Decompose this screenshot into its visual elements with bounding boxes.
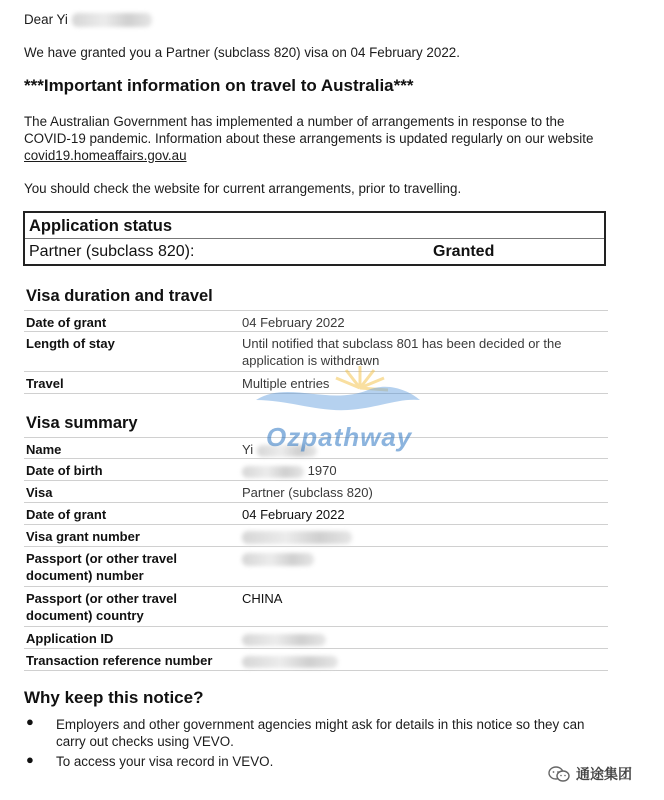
why-heading: Why keep this notice?	[24, 688, 204, 707]
watermark-text: Ozpathway	[266, 422, 413, 452]
redacted-passport-number	[242, 553, 314, 566]
status-title: Application status	[29, 217, 173, 235]
table-row: Visa grant number	[24, 525, 608, 547]
redacted-birth-date	[242, 466, 304, 478]
brand-text: 通途集团	[576, 766, 632, 782]
summary-table	[24, 437, 608, 671]
table-row: Length of stay Until notified that subclass 801 has been decided or the application is withdrawn	[24, 332, 608, 372]
application-status-box	[23, 211, 606, 266]
wave-icon	[256, 387, 420, 410]
summary-heading: Visa summary	[26, 414, 138, 432]
status-value: Granted	[433, 243, 495, 260]
bullet-icon: ●	[26, 752, 34, 767]
duration-heading: Visa duration and travel	[26, 287, 213, 305]
table-row: Date of grant 04 February 2022	[24, 503, 608, 525]
table-row: Application ID	[24, 627, 608, 649]
table-row: Travel Multiple entries	[24, 372, 608, 394]
status-divider	[25, 238, 604, 239]
table-row: Name Yi	[24, 437, 608, 459]
status-label: Partner (subclass 820):	[29, 243, 195, 260]
redacted-transaction-ref	[242, 656, 338, 668]
check-sentence: You should check the website for current arrangements, prior to travelling.	[24, 181, 462, 196]
redacted-surname	[72, 13, 152, 27]
why-bullet-1: Employers and other government agencies might ask for details in this notice so they can carry out checks using VEVO.	[56, 717, 585, 749]
travel-heading: ***Important information on travel to Australia***	[24, 76, 414, 95]
redacted-grant-number	[242, 531, 352, 544]
table-row: Transaction reference number	[24, 649, 608, 671]
bullet-icon: ●	[26, 714, 34, 729]
table-row: Visa Partner (subclass 820)	[24, 481, 608, 503]
granted-sentence: We have granted you a Partner (subclass 820) visa on 04 February 2022.	[24, 45, 460, 60]
why-bullet-2: To access your visa record in VEVO.	[56, 754, 274, 769]
table-row: Passport (or other travel document) country CHINA	[24, 587, 608, 627]
table-row: Date of birth 1970	[24, 459, 608, 481]
greeting-text: Dear Yi	[24, 12, 68, 27]
table-row: Passport (or other travel document) number	[24, 547, 608, 587]
sun-rays-icon	[336, 366, 388, 390]
covid-paragraph: The Australian Government has implemented a number of arrangements in response to the COVID-19 pandemic. Information about these arrangements is updated regularly on our website covid19.homeaffairs.gov.au	[24, 114, 594, 163]
brand-mark	[548, 762, 632, 786]
covid-link[interactable]: covid19.homeaffairs.gov.au	[24, 148, 187, 163]
table-row: Date of grant 04 February 2022	[24, 310, 608, 332]
redacted-application-id	[242, 634, 326, 646]
wechat-icon	[548, 765, 570, 783]
greeting-line	[24, 11, 152, 28]
